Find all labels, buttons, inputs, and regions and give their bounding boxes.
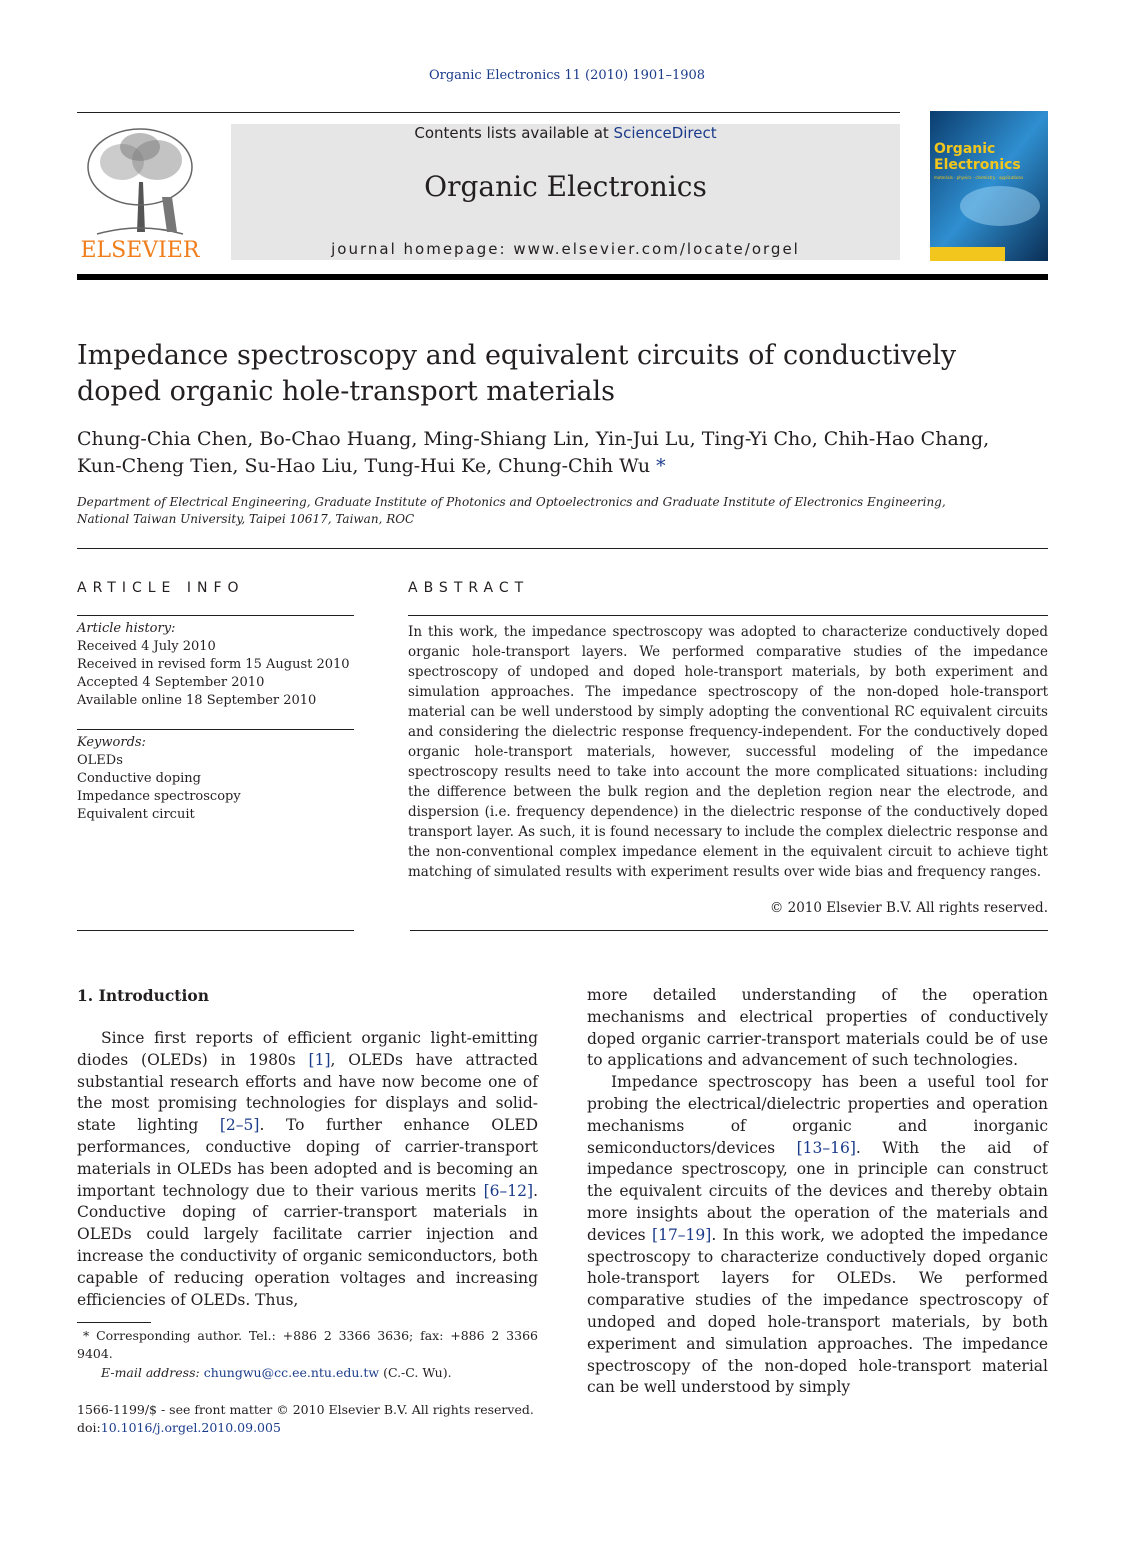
- reference-link[interactable]: [13–16]: [796, 1138, 856, 1157]
- introduction-heading: 1. Introduction: [77, 986, 209, 1005]
- cover-title-line2: Electronics: [934, 157, 1021, 173]
- section-rule: [77, 548, 1048, 549]
- title-line-1: Impedance spectroscopy and equivalent circuits of conductively: [77, 340, 957, 371]
- affiliation-line-2: National Taiwan University, Taipei 10617, Taiwan, ROC: [77, 512, 415, 526]
- keyword: OLEDs: [77, 753, 123, 768]
- author-list: [77, 426, 1052, 480]
- keyword: Equivalent circuit: [77, 807, 195, 822]
- reference-link[interactable]: [2–5]: [219, 1116, 260, 1135]
- article-info-heading: ARTICLE INFO: [77, 580, 245, 596]
- keyword: Impedance spectroscopy: [77, 789, 241, 804]
- text-run: . With the aid of impedance spectroscopy, one in principle can construct the equivalent circuits of the devices and thereby obtain more insights about the operation of the materials and devices: [587, 1138, 1048, 1244]
- reference-link[interactable]: [1]: [308, 1050, 331, 1069]
- authors-line-1: Chung-Chia Chen, Bo-Chao Huang, Ming-Shiang Lin, Yin-Jui Lu, Ting-Yi Cho, Chih-Hao Chang,: [77, 428, 990, 450]
- abstract-text: In this work, the impedance spectroscopy was adopted to characterize conductively doped organic hole-transport layers. We performed comparative studies of the impedance spectroscopy of undoped and doped hole-transport materials, by both experiment and simulation approaches. The impedance spectroscopy of the non-doped hole-transport material can be well understood by simply adopting the conventional RC equivalent circuits and considering the dielectric response frequency-independent. For the conductively doped organic hole-transport materials, however, successful modeling of the impedance spectroscopy results need to take into account the more complicated situations: including the difference between the bulk region and the depletion region near the electrode, and dispersion (i.e. frequency dependence) in the dielectric response of the conductively doped transport layer. As such, it is found necessary to include the complex dielectric response and the non-conventional complex impedance element in the equivalent circuit to achieve tight matching of simulated results with experiment results over wide bias and frequency ranges.: [408, 624, 1048, 880]
- cover-title-line1: Organic: [934, 141, 996, 157]
- keyword: Conductive doping: [77, 771, 201, 786]
- contents-prefix: Contents lists available at: [414, 124, 614, 142]
- keywords-rule: [77, 729, 354, 730]
- affiliation-line-1: Department of Electrical Engineering, Graduate Institute of Photonics and Optoelectronics and Graduate Institute of Electronics Engineering,: [77, 495, 946, 509]
- doi-link[interactable]: 10.1016/j.orgel.2010.09.005: [100, 1420, 281, 1435]
- text-run: . Conductive doping of carrier-transport materials in OLEDs could largely facilitate carrier injection and increase the conductivity of organic semiconductors, both capable of reducing operation voltages and increasing efficiencies of OLEDs. Thus,: [77, 1181, 538, 1309]
- title-line-2: doped organic hole-transport materials: [77, 376, 615, 407]
- reference-link[interactable]: [17–19]: [652, 1225, 712, 1244]
- text-run: . In this work, we adopted the impedance spectroscopy to characterize conductively doped organic hole-transport layers for OLEDs. We performed comparative studies of the impedance spectroscopy of undoped and doped hole-transport materials, by both experiment and simulation approaches. The impedance spectroscopy of the non-doped hole-transport material can be well understood by simply: [587, 1225, 1048, 1397]
- history-item: Received in revised form 15 August 2010: [77, 657, 350, 672]
- intro-paragraph: [587, 1072, 1048, 1399]
- corresponding-author-mark[interactable]: *: [656, 455, 666, 477]
- history-item: Received 4 July 2010: [77, 639, 216, 654]
- article-info-rule: [77, 615, 354, 616]
- article-info-bottom-rule: [77, 930, 354, 931]
- text-run: Since first reports of efficient organic light-emitting diodes (OLEDs) in 1980s: [77, 1029, 538, 1069]
- elsevier-logo[interactable]: [77, 122, 203, 262]
- journal-homepage[interactable]: journal homepage: www.elsevier.com/locate/orgel: [331, 240, 800, 258]
- intro-right-column: [587, 985, 1048, 1399]
- intro-paragraph: [77, 1028, 538, 1311]
- cover-art-icon: [930, 111, 1048, 261]
- issn-line: 1566-1199/$ - see front matter © 2010 Elsevier B.V. All rights reserved.: [77, 1402, 534, 1417]
- doi-label: doi:: [77, 1420, 101, 1435]
- front-matter: [77, 1401, 547, 1437]
- abstract-heading: ABSTRACT: [408, 580, 530, 596]
- header-rule: [77, 112, 900, 113]
- authors-line-2: Kun-Cheng Tien, Su-Hao Liu, Tung-Hui Ke, Chung-Chih Wu: [77, 455, 651, 477]
- text-run: Impedance spectroscopy has been a useful tool for probing the electrical/dielectric properties and operation mechanisms of organic and inorganic semiconductors/devices: [587, 1073, 1048, 1157]
- history-item: Available online 18 September 2010: [77, 693, 317, 708]
- text-run: . To further enhance OLED performances, conductive doping of carrier-transport materials in OLEDs has been adopted and is becoming an important technology due to their various merits: [77, 1116, 538, 1200]
- cover-subtitle: materials · physics · chemistry · applications: [934, 175, 1024, 180]
- journal-name: Organic Electronics: [424, 170, 707, 203]
- footnote-rule: [77, 1322, 151, 1323]
- abstract-bottom-rule: [410, 930, 1048, 931]
- corresponding-footnote: * Corresponding author. Tel.: +886 2 3366 3636; fax: +886 2 3366 9404.: [77, 1328, 538, 1361]
- article-history: [77, 620, 354, 710]
- reference-link[interactable]: [6–12]: [483, 1181, 534, 1200]
- email-suffix: (C.-C. Wu).: [379, 1365, 452, 1380]
- contents-line: [231, 124, 900, 142]
- article-title: [77, 338, 1037, 410]
- affiliation: [77, 494, 1037, 528]
- history-label: Article history:: [77, 621, 176, 636]
- intro-left-column: [77, 1028, 538, 1311]
- email-label: E-mail address:: [101, 1365, 204, 1380]
- header-thick-rule: [77, 274, 1048, 280]
- email-link[interactable]: chungwu@cc.ee.ntu.edu.tw: [203, 1365, 380, 1380]
- keywords: [77, 734, 354, 824]
- intro-paragraph: more detailed understanding of the operation mechanisms and electrical properties of conductively doped organic carrier-transport materials could be of use to applications and advancement of such technologies.: [587, 986, 1048, 1070]
- journal-citation[interactable]: Organic Electronics 11 (2010) 1901–1908: [428, 68, 706, 83]
- abstract-rule: [408, 615, 1048, 616]
- sciencedirect-link[interactable]: ScienceDirect: [613, 124, 717, 142]
- elsevier-wordmark: ELSEVIER: [80, 238, 200, 263]
- keywords-label: Keywords:: [77, 735, 146, 750]
- journal-cover[interactable]: [930, 111, 1048, 261]
- history-item: Accepted 4 September 2010: [77, 675, 265, 690]
- abstract-copyright: © 2010 Elsevier B.V. All rights reserved.: [769, 900, 1048, 916]
- text-run: , OLEDs have attracted substantial research efforts and have now become one of the most promising technologies for displays and solid-state lighting: [77, 1050, 538, 1135]
- email-footnote: [101, 1364, 538, 1382]
